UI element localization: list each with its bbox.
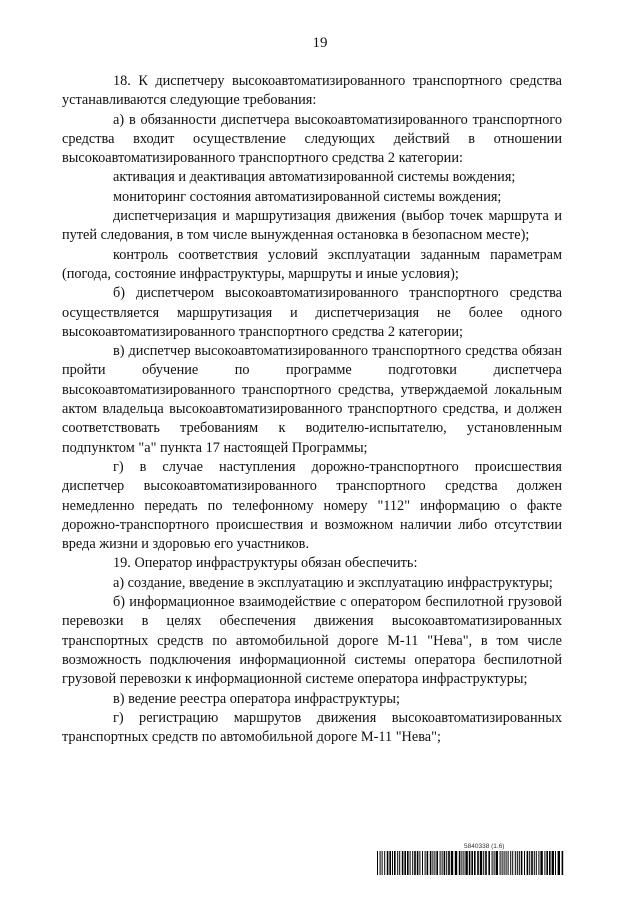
document-code: 5840338 (1.6) [464,843,505,850]
paragraph-19-v: в) ведение реестра оператора инфраструктуры; [113,690,400,707]
paragraph-19: 19. Оператор инфраструктуры обязан обеспечить: [113,555,418,572]
list-item: мониторинг состояния автоматизированной системы вождения; [113,188,502,205]
paragraph-18-b: б) диспетчером высокоавтоматизированного транспортного средства осуществляется маршрутизация и диспетчеризация не более одного высокоавтоматизированного транспортного средства 2 категории; [62,285,562,340]
document-body [62,72,562,747]
barcode-icon [377,851,564,875]
paragraph-19-a: а) создание, введение в эксплуатацию и эксплуатацию инфраструктуры; [113,574,553,591]
paragraph-18-g: г) в случае наступления дорожно-транспортного происшествия диспетчер высокоавтоматизированного транспортного средства должен немедленно передать по телефонному номеру "112" информацию о факте дорожно-транспортного происшествия и возможном наличии либо отсутствии вреда жизни и здоровью его участников. [62,458,562,553]
paragraph-18-v: в) диспетчер высокоавтоматизированного транспортного средства обязан пройти обучение по программе подготовки диспетчера высокоавтоматизированного транспортного средства, утверждаемой локальным актом владельца высокоавтоматизированного транспортного средства, и должен соответствовать требованиям к водителю-испытателю, установленным подпунктом "а" пункта 17 настоящей Программы; [62,343,562,456]
page-number: 19 [312,35,328,51]
list-item: контроль соответствия условий эксплуатации заданным параметрам (погода, состояние инфраструктуры, маршруты и иные условия); [62,246,562,282]
paragraph-19-b: б) информационное взаимодействие с оператором беспилотной грузовой перевозки в целях обеспечения движения высокоавтоматизированных транспортных средств по автомобильной дороге М-11 "Нева", в том числе возможность подключения информационной системы оператора беспилотной грузовой перевозки к информационной системе оператора инфраструктуры; [62,594,562,688]
list-item: диспетчеризация и маршрутизация движения (выбор точек маршрута и путей следования, в том числе вынужденная остановка в безопасном месте); [62,208,562,244]
paragraph-18: 18. К диспетчеру высокоавтоматизированного транспортного средства устанавливаются следующие требования: [62,73,562,109]
list-item: активация и деактивация автоматизированной системы вождения; [113,169,516,186]
paragraph-19-g: г) регистрацию маршрутов движения высокоавтоматизированных транспортных средств по автомобильной дороге М-11 "Нева"; [62,709,562,746]
paragraph-18-a: а) в обязанности диспетчера высокоавтоматизированного транспортного средства входит осуществление следующих действий в отношении высокоавтоматизированного транспортного средства 2 категории: [62,111,562,167]
